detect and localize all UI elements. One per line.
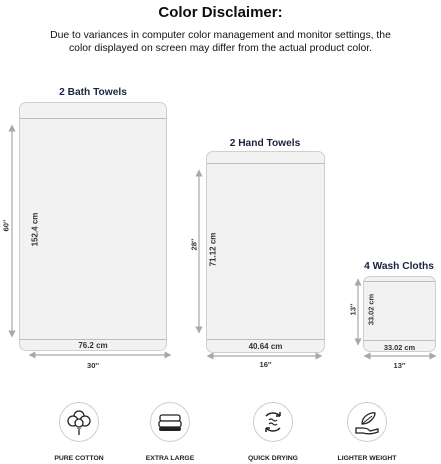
folded-towel-icon bbox=[150, 402, 190, 442]
bath-towel-shape bbox=[19, 102, 167, 351]
extra-large-label: EXTRA LARGE bbox=[145, 455, 195, 462]
feather-hand-icon bbox=[347, 402, 387, 442]
bath-outer-height: 60'' bbox=[1, 219, 11, 232]
bath-inner-height: 152.4 cm bbox=[30, 212, 40, 247]
bath-towels-label: 2 Bath Towels bbox=[59, 87, 127, 98]
wash-inner-height: 33.02 cm bbox=[366, 293, 376, 326]
hand-towel-shape bbox=[206, 151, 325, 353]
hand-towels-label: 2 Hand Towels bbox=[229, 138, 301, 149]
wash-inner-width: 33.02 cm bbox=[383, 343, 416, 352]
wash-cloths-label: 4 Wash Cloths bbox=[364, 261, 434, 272]
wash-outer-width: 13'' bbox=[393, 361, 406, 370]
hand-inner-width: 40.64 cm bbox=[248, 342, 283, 351]
disclaimer-line-1: Due to variances in computer color management and monitor settings, the bbox=[50, 30, 391, 41]
page-title: Color Disclaimer: bbox=[158, 4, 283, 21]
hand-inner-height: 71.12 cm bbox=[208, 232, 218, 267]
lighter-weight-label: LIGHTER WEIGHT bbox=[337, 455, 397, 462]
disclaimer-line-2: color displayed on screen may differ from the actual product color. bbox=[68, 43, 373, 54]
bath-outer-width: 30'' bbox=[86, 361, 100, 370]
hand-outer-height: 28'' bbox=[189, 238, 199, 251]
bath-inner-width: 76.2 cm bbox=[78, 341, 108, 350]
wash-outer-height: 13'' bbox=[348, 303, 358, 316]
drying-arrows-icon bbox=[253, 402, 293, 442]
cotton-flower-icon bbox=[59, 402, 99, 442]
hand-outer-width: 16'' bbox=[259, 360, 272, 369]
quick-drying-label: QUICK DRYING bbox=[248, 455, 298, 462]
pure-cotton-label: PURE COTTON bbox=[54, 455, 104, 462]
